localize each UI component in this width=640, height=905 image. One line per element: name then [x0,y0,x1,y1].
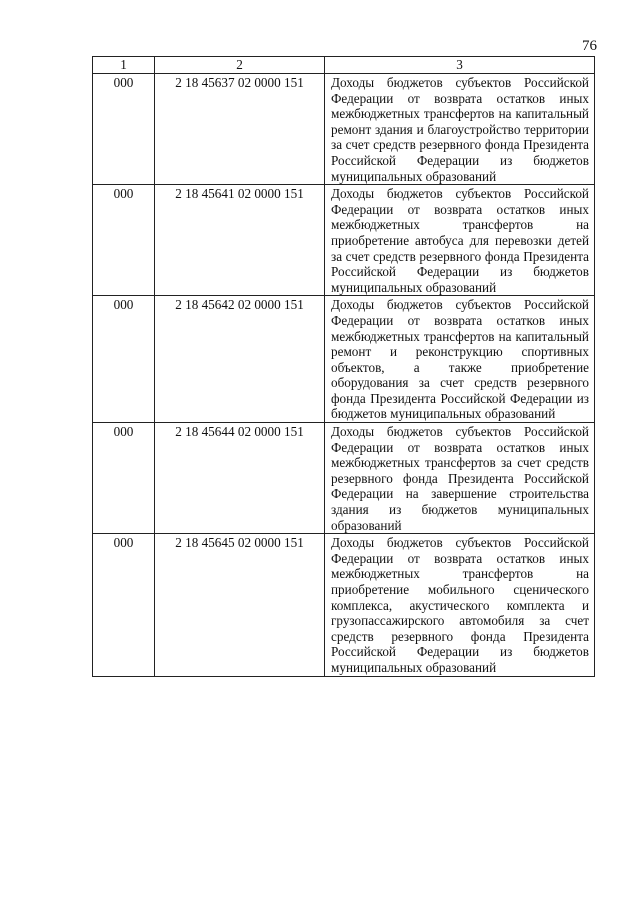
income-code-cell: 2 18 45642 02 0000 151 [155,296,325,423]
table-row [93,423,595,534]
income-code-cell: 2 18 45637 02 0000 151 [155,74,325,185]
income-code-cell: 2 18 45641 02 0000 151 [155,185,325,296]
page-number: 76 [582,38,597,54]
budget-code-table [92,56,595,677]
description-cell: Доходы бюджетов субъектов Российской Федерации от возврата остатков иных межбюджетных трансфертов на капитальный ремонт здания и благоустройство территории за счет средств резервного фонда Президента Российской Федерации из бюджетов муниципальных образований [325,74,595,185]
column-header-1: 1 [93,57,155,74]
table-row [93,74,595,185]
income-code-cell: 2 18 45644 02 0000 151 [155,423,325,534]
description-cell: Доходы бюджетов субъектов Российской Федерации от возврата остатков иных межбюджетных трансфертов за счет средств резервного фонда Президента Российской Федерации на завершение строительства здания из бюджетов муниципальных образований [325,423,595,534]
column-header-3: 3 [325,57,595,74]
admin-code-cell: 000 [93,296,155,423]
admin-code-cell: 000 [93,534,155,676]
description-cell: Доходы бюджетов субъектов Российской Федерации от возврата остатков иных межбюджетных трансфертов на приобретение мобильного сценического комплекса, акустического комплекта и грузопассажирского автомобиля за счет средств резервного фонда Президента Российской Федерации из бюджетов муниципальных образований [325,534,595,676]
admin-code-cell: 000 [93,74,155,185]
description-cell: Доходы бюджетов субъектов Российской Федерации от возврата остатков иных межбюджетных трансфертов на приобретение автобуса для перевозки детей за счет средств резервного фонда Президента Российской Федерации из бюджетов муниципальных образований [325,185,595,296]
admin-code-cell: 000 [93,423,155,534]
table-row [93,185,595,296]
column-header-2: 2 [155,57,325,74]
income-code-cell: 2 18 45645 02 0000 151 [155,534,325,676]
table-row [93,534,595,676]
description-cell: Доходы бюджетов субъектов Российской Федерации от возврата остатков иных межбюджетных трансфертов на капитальный ремонт и реконструкцию спортивных объектов, а также приобретение оборудования за счет средств резервного фонда Президента Российской Федерации из бюджетов муниципальных образований [325,296,595,423]
table-row [93,296,595,423]
table-header-row [93,57,595,74]
admin-code-cell: 000 [93,185,155,296]
